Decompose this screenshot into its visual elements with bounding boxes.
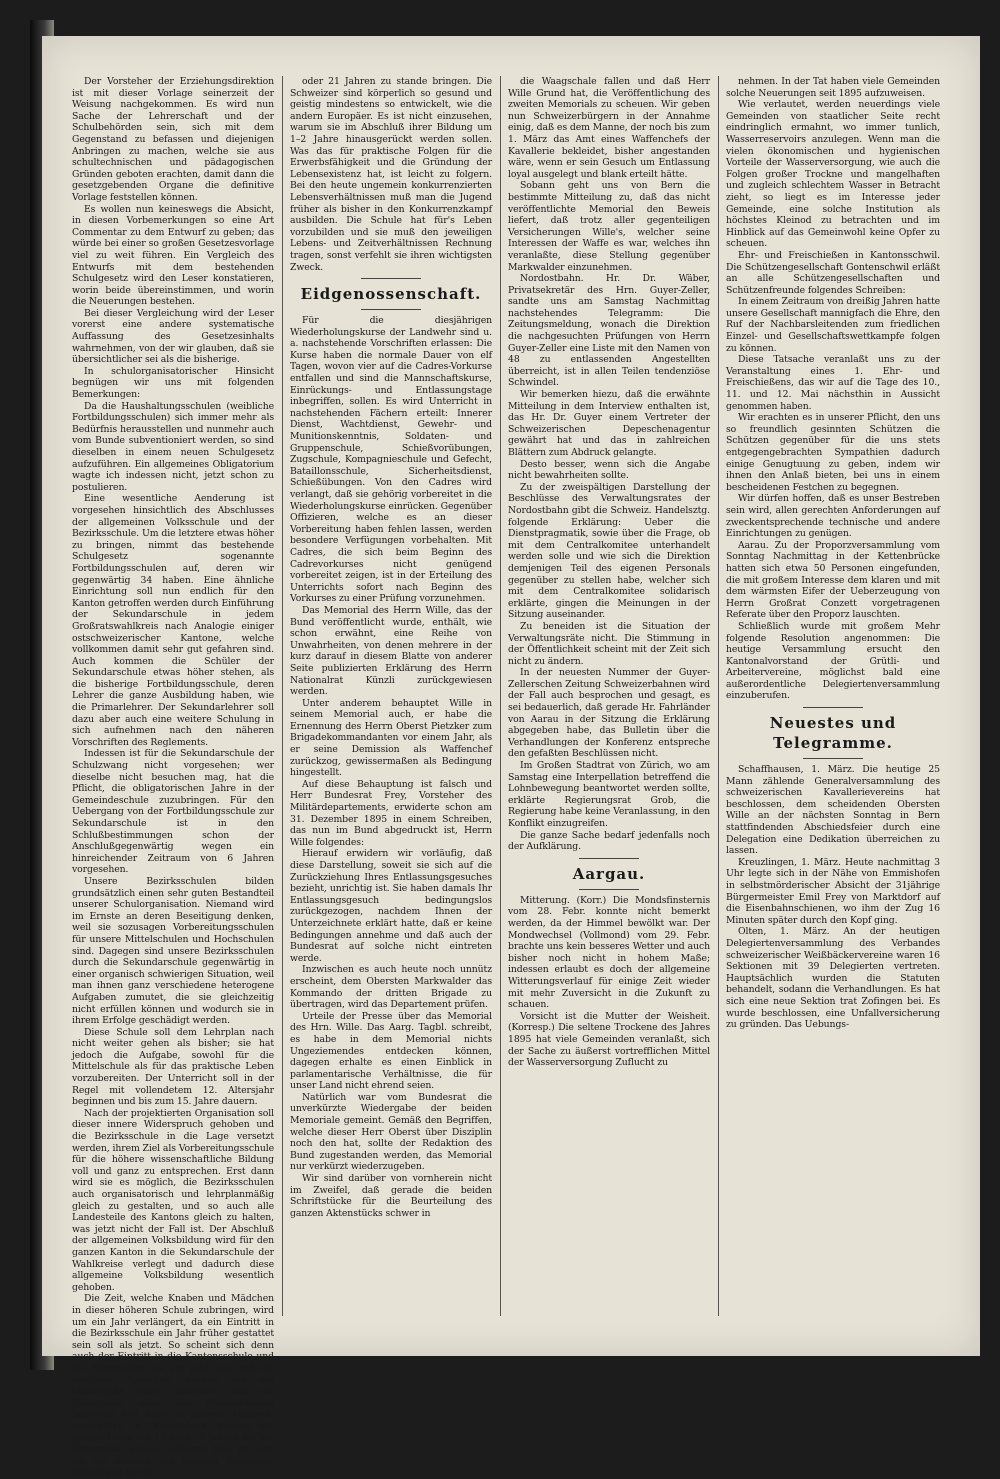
column-rule <box>718 76 719 1316</box>
article-paragraph: Die ganze Sache bedarf jedenfalls noch der Aufklärung. <box>508 829 710 853</box>
article-paragraph: Unsere Bezirksschulen bilden grundsätzlich einen sehr guten Bestandteil unserer Schulorganisation. Niemand wird im Ernste an deren Beseitigung denken, weil sie sozusagen Vorbereitungsschulen für unsere Mittelschulen und Hochschulen sind. Dagegen sind unsere Bezirksschulen durch die Sekundarschule gegenwärtig in einer organisch schwierigen Situation, weil man ihnen ganz verschiedene heterogene Aufgaben zumutet, die sie gleichzeitig nicht erfüllen können und wodurch sie in ihrem Erfolge geschädigt werden. <box>72 875 274 1027</box>
article-paragraph: Urteile der Presse über das Memorial des Hrn. Wille. Das Aarg. Tagbl. schreibt, es habe in dem Memorial nichts Ungeziemendes entdecken können, dagegen erhalte es einen Einblick in parlamentarische Verhältnisse, die für unser Land nicht ehrend seien. <box>290 1010 492 1092</box>
section-title: Aargau. <box>572 864 646 883</box>
section-divider <box>579 889 639 890</box>
article-paragraph: Wie verlautet, werden neuerdings viele Gemeinden von staatlicher Seite recht eindringlich ermahnt, wo immer tunlich, Wasserreservoirs anzulegen. Wenn man die vielen ökonomischen und hygienischen Vorteile der Wasserversorgung, wie auch die Folgen großer Trockne und mangelhaften und zugleich schlechtem Wasser in Betracht zieht, so liegt es im Interesse jeder Gemeinde, eine solche Institution als höchstes Kleinod zu betrachten und im Hinblick auf das Gemeinwohl keine Opfer zu scheuen. <box>726 99 940 250</box>
article-paragraph: In schulorganisatorischer Hinsicht begnügen wir uns mit folgenden Bemerkungen: <box>72 365 274 401</box>
article-paragraph: Das Memorial des Herrn Wille, das der Bund veröffentlicht wurde, enthält, wie schon erwähnt, eine Reihe von Unwahrheiten, von denen mehrere in der kurz darauf in diesem Blatte von anderer Seite publizierten Erklärung des Herrn Nationalrat Künzli zurückgewiesen werden. <box>290 604 492 698</box>
article-paragraph: Sobann geht uns von Bern die bestimmte Mitteilung zu, daß das nicht veröffentlichte Memorial den Beweis liefert, daß trotz aller gegenteiligen Versicherungen Wille's, welcher seine Interessen der Waffe es war, welches ihn veranlaßte, diese Stellung gegenüber Markwalder einzunehmen. <box>508 180 710 273</box>
column-2 <box>290 76 492 1316</box>
article-paragraph: Auf diese Behauptung ist falsch und Herr Bundesrat Frey, Vorsteher des Militärdepartements, erwiderte schon am 31. Dezember 1895 in einem Schreiben, das nun im Bund abgedruckt ist, Herrn Wille folgendes: <box>290 778 492 848</box>
section-divider <box>361 278 421 279</box>
article-paragraph: Zu der zweispältigen Darstellung der Beschlüsse des Verwaltungsrates der Nordostbahn gibt die Schweiz. Handelsztg. folgende Erklärung: Ueber die Dienstpragmatik, sowie über die Frage, ob mit dem Centralkomitee unterhandelt werden solle und wie sich die Direktion demjenigen Teil des eigenen Personals gegenüber zu stellen habe, welcher sich mit dem Centralkomitee solidarisch erklärte, gingen die Meinungen in der Sitzung auseinander. <box>508 481 710 621</box>
article-paragraph: nehmen. In der Tat haben viele Gemeinden solche Neuerungen seit 1895 aufzuweisen. <box>726 76 940 99</box>
article-paragraph: Nach der projektierten Organisation soll dieser innere Widerspruch gehoben und die Bezirksschule in die Lage versetzt werden, ihrem Ziel als Vorbereitungsschule für die höhere wissenschaftliche Bildung voll und ganz zu entsprechen. Erst dann wird sie es möglich, die Bezirksschulen auch organisatorisch und lehrplanmäßig gleich zu gestalten, und so auch alle Landesteile des Kantons gleich zu halten, was jetzt nicht der Fall ist. Der Abschluß der allgemeinen Volksbildung wird für den ganzen Kanton in die Sekundarschule der Wahlkreise verlegt und dadurch diese allgemeine Volksbildung wesentlich gehoben. <box>72 1107 274 1293</box>
article-paragraph: Schließlich wurde mit großem Mehr folgende Resolution angenommen: Die heutige Versammlung ersucht den Kantonalvorstand der Grütli- und Arbeitervereine, möglichst bald eine außerordentliche Delegiertenversammlung einzuberufen. <box>726 620 940 702</box>
article-paragraph: Aarau. Zu der Proporzversammlung vom Sonntag Nachmittag in der Kettenbrücke hatten sich etwa 50 Personen eingefunden, die mit großem Interesse dem klaren und mit dem wärmsten Eifer der Ueberzeugung von Herrn Großrat Conzett vorgetragenen Referate über den Proporz lauschten. <box>726 539 940 621</box>
article-paragraph: Schaffhausen, 1. März. Die heutige 25 Mann zählende Generalversammlung des schweizerischen Kavallerievereins hat beschlossen, dem scheidenden Obersten Wille an der nächsten Sonntag in Bern stattfindenden Abschiedsfeier durch eine Delegation eine Dedikation überreichen zu lassen. <box>726 764 940 857</box>
article-paragraph: In der neuesten Nummer der Guyer-Zellerschen Zeitung Schweizerbahnen wird der Fall auch besprochen und gesagt, es sei bedauerlich, daß gerade Hr. Fahrländer von Aarau in der Sitzung die Erklärung abgegeben habe, das Bulletin über die Verhandlungen der Konferenz entspreche den gefaßten Beschlüssen nicht. <box>508 667 710 760</box>
article-paragraph: In einem Zeitraum von dreißig Jahren hatte unsere Gesellschaft mannigfach die Ehre, den Ruf der Nachbarsleitenden zum friedlichen Einzel- und Gesellschaftswettkampfe folgen zu können. <box>726 296 940 354</box>
article-paragraph: oder 21 Jahren zu stande bringen. Die Schweizer sind körperlich so gesund und geistig mindestens so entwickelt, wie die andern Europäer. Es ist nicht einzusehen, warum sie im Abschluß ihrer Bildung um 1–2 Jahre hinausgerückt werden sollen. Was das für praktische Folgen für die Erwerbsfähigkeit und die Gründung der Lebensexistenz hat, ist leicht zu folgern. Bei den heute ungemein konkurrenzierten Lebensverhältnissen muß man die Jugend früher als bisher in den Konkurrenzkampf ausbilden. Die Schule hat für's Leben vorzubilden und sie muß den jeweiligen Lebens- und Zeitverhältnissen Rechnung tragen, sonst verfehlt sie ihren wichtigsten Zweck. <box>290 76 492 273</box>
article-paragraph: Für die diesjährigen Wiederholungskurse der Landwehr sind u. a. nachstehende Vorschriften erlassen: Die Kurse haben die normale Dauer von elf Tagen, wovon vier auf die Cadres-Vorkurse entfallen und sind die Mannschaftskurse, Einrückungs- und Entlassungstage inbegriffen, sollen. Es wird Unterricht in nachstehenden Fächern erteilt: Innerer Dienst, Wachtdienst, Gewehr- und Munitionskenntnis, Soldaten- und Gruppenschule, Schießvorübungen, Zugschule, Kompagnieschule und Gefecht, Bataillonsschule, Sicherheitsdienst, Schießübungen. Von den Cadres wird verlangt, daß sie gehörig vorbereitet in die Wiederholungskurse einrücken. Gegenüber Offizieren, welche es an dieser Vorbereitung haben fehlen lassen, werden besondere Verfügungen vorbehalten. Mit Cadres, die sich beim Beginn des Cadrevorkurses nicht genügend vorbereitet zeigen, ist in der Erteilung des Unterrichts sofort nach Beginn des Vorkurses zu einer Prüfung vorzunehmen. <box>290 315 492 605</box>
article-paragraph: Mitterung. (Korr.) Die Mondsfinsternis vom 28. Febr. konnte nicht bemerkt werden, da der Himmel bewölkt war. Der Mondwechsel (Vollmond) vom 29. Febr. brachte uns kein besseres Wetter und auch bisher noch nicht in hohem Maße; indessen erlaubt es doch der allgemeine Witterungsverlauf für einige Zeit wieder mit mehr Zuversicht in die Zukunft zu schauen. <box>508 894 710 1011</box>
article-paragraph: Vorsicht ist die Mutter der Weisheit. (Korresp.) Die seltene Trockene des Jahres 1895 hat viele Gemeinden veranlaßt, sich der Sache zu äußerst vortrefflichen Mittel der Wasserversorgung Zuflucht zu <box>508 1010 710 1069</box>
section-divider <box>803 758 863 759</box>
section-title: Neuestes und Telegramme. <box>769 714 897 753</box>
article-paragraph: Im Großen Stadtrat von Zürich, wo am Samstag eine Interpellation betreffend die Lohnbewegung beantwortet werden sollte, erklärte Regierungsrat Grob, die Regierung habe keine Veranlassung, in den Konflikt einzugreifen. <box>508 760 710 829</box>
column-rule <box>282 76 283 1316</box>
article-paragraph: Natürlich war vom Bundesrat die unverkürzte Wiedergabe der beiden Memoriale gemeint. Gemäß den Begriffen, welche dieser Herr Oberst über Disziplin noch den hat, sollte der Redaktion des Bund zugestanden werden, das Memorial nur verkürzt wiederzugeben. <box>290 1091 492 1173</box>
article-paragraph: Unter anderem behauptet Wille in seinem Memorial auch, er habe die Ernennung des Herrn Oberst Pietzker zum Brigadekommandanten vor einem Jahr, als er seine Demission als Waffenchef zurückzog, gewissermaßen als Bedingung hingestellt. <box>290 697 492 779</box>
article-paragraph: Ehr- und Freischießen in Kantonsschwil. Die Schützengesellschaft Gontenschwil erläßt an alle Schützengesellschaften und Schützenfreunde folgendes Schreiben: <box>726 249 940 296</box>
article-paragraph: die Waagschale fallen und daß Herr Wille Grund hat, die Veröffentlichung des zweiten Memorials zu scheuen. Wir geben nun Schweizerbürgern in der Annahme einig, daß es dem Manne, der noch bis zum 1. März das Amt eines Waffenchefs der Kavallerie bekleidet, bisher angestanden wäre, wenn er sein Gesuch um Entlassung loyal ausgelegt und blank erteilt hätte. <box>508 76 710 180</box>
article-paragraph: Inzwischen es auch heute noch unnütz erscheint, dem Obersten Markwalder das Kommando der dritten Brigade zu übertragen, wird das Departement prüfen. <box>290 964 492 1011</box>
article-paragraph: Diese Tatsache veranlaßt uns zu der Veranstaltung eines 1. Ehr- und Freischießens, das wir auf die Tage des 10., 11. und 12. Mai nächsthin in Aussicht genommen haben. <box>726 354 940 412</box>
column-3 <box>508 76 710 1316</box>
section-divider <box>579 858 639 859</box>
article-paragraph: Nordostbahn. Hr. Dr. Wäber, Privatsekretär des Hrn. Guyer-Zeller, sandte uns am Samstag Nachmittag nachstehendes Telegramm: Die Zeitungsmeldung, wonach die Direktion die nachgesuchten Prüfungen von Herrn Guyer-Zeller eine Liste mit den Namen von 48 zu entlassenden Angestellten überreicht, ist in allen Teilen tendenziöse Schwindel. <box>508 273 710 389</box>
article-paragraph: Desto besser, wenn sich die Angabe nicht bewahrheiten sollte. <box>508 458 710 482</box>
article-paragraph: Bei dieser Vergleichung wird der Leser vorerst eine andere systematische Auffassung des Gesetzesinhalts wahrnehmen, von der wir glauben, daß sie übersichtlicher sei als die bisherige. <box>72 307 274 366</box>
article-paragraph: Es wollen nun keineswegs die Absicht, in diesen Vorbemerkungen so eine Art Commentar zu dem Entwurf zu geben; das würde bei einer so großen Gesetzesvorlage viel zu weit führen. Ein Vergleich des Entwurfs mit dem bestehenden Schulgesetz wird den Leser konstatieren, worin beide übereinstimmen, und worin die Neuerungen bestehen. <box>72 203 274 308</box>
article-paragraph: Kreuzlingen, 1. März. Heute nachmittag 3 Uhr legte sich in der Nähe von Emmishofen in selbstmörderischer Absicht der 31jährige Bürgermeister Emil Frey von Marktdorf auf die Eisenbahnschienen, wo ihm der Zug 16 Minuten später durch den Kopf ging. <box>726 856 940 926</box>
article-paragraph: Indessen ist für die Sekundarschule der Schulzwang nicht vorgesehen; wer dieselbe nicht besuchen mag, hat die Pflicht, die obligatorischen Jahre in der Gemeindeschule zuzubringen. Für den Uebergang von der Fortbildungsschule zur Sekundarschule ist in den Schlußbestimmungen schon der Anschlußgegenwärtig wegen ein hinreichender Zeitraum von 6 Jahren vorgesehen. <box>72 748 274 876</box>
article-paragraph: Die Zeit, welche Knaben und Mädchen in dieser höheren Schule zubringen, wird um ein Jahr verlängert, da ein Eintritt in die Bezirksschule ein Jahr früher gestattet sein soll als jetzt. So scheint sich denn auch der Eintritt in die Kantonsschule und die Seminarien um ein Jahr vor, und die letzteren Anstalten werden um ein Lebensjahr früher absolviert. Wer die Universität oder das Polytechnikum besuchen will, kann in anderen Ländern, namentlich in Deutschland, können die jungen Leute mit 18 oder 19 Jahren auf die Universität gehen, während dies bei uns für die meisten der meisten Schweizer jedoch erst mit 20 <box>72 1293 274 1479</box>
article-paragraph: Wir dürfen hoffen, daß es unser Bestreben sein wird, allen gerechten Anforderungen auf zweckentsprechende technische und andere Einrichtungen zu genügen. <box>726 493 940 540</box>
article-paragraph: Olten, 1. März. An der heutigen Delegiertenversammlung des Verbandes schweizerischer Weißbäckervereine waren 16 Sektionen mit 39 Delegierten vertreten. Hauptsächlich wurden die Statuten behandelt, sodann die Verhandlungen. Es hat sich eine neue Sektion trat Zofingen bei. Es wurde beschlossen, eine Unfallversicherung zu gründen. Das Uebungs- <box>726 926 940 1031</box>
article-paragraph: Wir erachten es in unserer Pflicht, den uns so freundlich gesinnten Schützen die Schützen gegenüber für die uns stets entgegengebrachten Sympathien dadurch einige Genugtuung zu geben, indem wir ihnen den Anlaß bieten, bei uns in einem bescheidenen Festchen zu begegnen. <box>726 412 940 493</box>
article-paragraph: Diese Schule soll dem Lehrplan nach nicht weiter gehen als bisher; sie hat jedoch die Aufgabe, sowohl für die Mittelschule als für das praktische Leben vorzubereiten. Der Unterricht soll in der Regel mit vollendetem 12. Altersjahr beginnen und bis zum 15. Jahre dauern. <box>72 1026 274 1108</box>
article-paragraph: Wir bemerken hiezu, daß die erwähnte Mitteilung in dem Interview enthalten ist, das Hr. Dr. Guyer einem Vertreter der Schweizerischen Depeschenagentur gewährt hat und das in zahlreichen Blättern zum Abdruck gelangte. <box>508 389 710 458</box>
article-paragraph: Wir sind darüber von vornherein nicht im Zweifel, daß gerade die beiden Schriftstücke für die Beurteilung des ganzen Aktenstücks schwer in <box>290 1173 492 1219</box>
section-divider <box>361 309 421 310</box>
article-paragraph: Der Vorsteher der Erziehungsdirektion ist mit dieser Vorlage seinerzeit der Weisung nachgekommen. Es wird nun Sache der Lehrerschaft und der Schulbehörden sein, sich mit dem Gegenstand zu befassen und diejenigen Anbringen zu machen, welche sie aus schultechnischen und pädagogischen Gründen geboten erachten, damit dann die gesetzgebenden Organe die definitive Vorlage feststellen können. <box>72 76 274 203</box>
newspaper-page <box>42 36 980 1479</box>
column-1 <box>72 76 274 1479</box>
article-paragraph: Hierauf erwidern wir vorläufig, daß diese Darstellung, soweit sie sich auf die Zurückziehung Ihres Entlassungsgesuches bezieht, unrichtig ist. Sie haben damals Ihr Entlassungsgesuch bedingungslos zurückgezogen, nachdem Ihnen der Unterzeichnete erklärt hatte, daß er keine Bedingungen annehme und daß auch der Bundesrat auf solche nicht eintreten werde. <box>290 848 492 964</box>
section-divider <box>803 707 863 708</box>
article-paragraph: Da die Haushaltungsschulen (weibliche Fortbildungsschulen) sich immer mehr als Bedürfnis herausstellen und nunmehr auch vom Bunde subventioniert werden, so sind dieselben in einem neuen Schulgesetz aufzuführen. Ein allgemeines Obligatorium wagte ich indessen nicht, jetzt schon zu postulieren. <box>72 400 274 493</box>
column-4 <box>726 76 940 1316</box>
column-rule <box>500 76 501 1316</box>
article-paragraph: Zu beneiden ist die Situation der Verwaltungsräte nicht. Die Stimmung in der Öffentlichkeit scheint mit der Zeit sich nicht zu ändern. <box>508 620 710 667</box>
article-paragraph: Eine wesentliche Aenderung ist vorgesehen hinsichtlich des Abschlusses der allgemeinen Volksschule und der Bezirksschule. Um die letztere etwas höher zu bringen, nimmt das bestehende Schulgesetz sogenannte Fortbildungsschulen auf, deren wir gegenwärtig 34 haben. Eine ähnliche Einrichtung soll nun endlich für den Kanton getroffen werden durch Einführung der Sekundarschule in jedem Großratswahlkreis nach Analogie einiger ostschweizerischer Kantone, welche vollkommen damit sehr gut gefahren sind. Auch kommen die Schüler der Sekundarschule etwas höher stehen, als die bisherige Fortbildungsschule, deren Lehrer die ganze Ausbildung haben, wie die Primarlehrer. Der Sekundarlehrer soll dazu aber auch eine weitere Schulung in sich aufnehmen nach den näheren Vorschriften des Reglements. <box>72 493 274 748</box>
section-title: Eidgenossenschaft. <box>300 285 482 304</box>
